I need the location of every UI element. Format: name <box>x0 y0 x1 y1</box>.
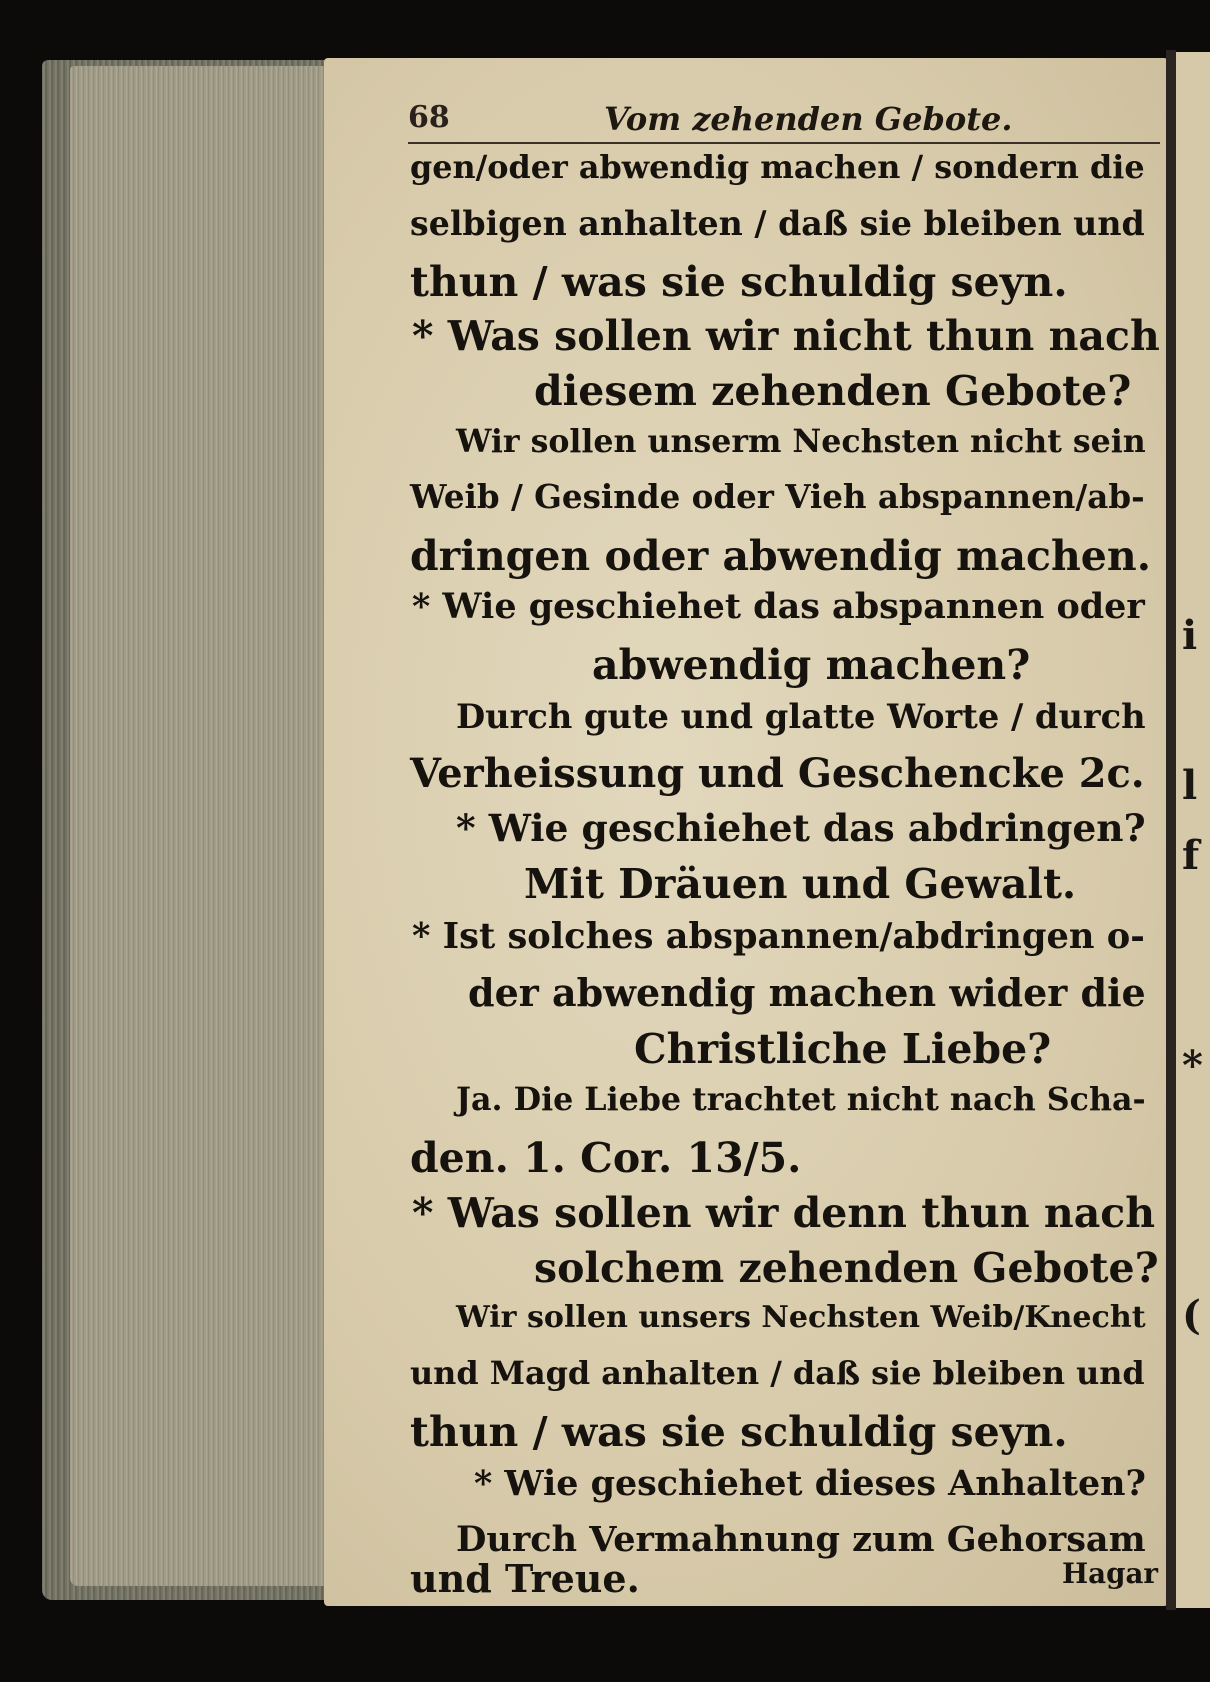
question-line: * Wie geschiehet das abspannen oder <box>412 586 1145 627</box>
question-line: solchem zehenden Gebote? <box>534 1244 1159 1292</box>
facing-page-fragment: * <box>1182 1042 1203 1089</box>
answer-line: Mit Dräuen und Gewalt. <box>524 860 1077 908</box>
question-line: Christliche Liebe? <box>634 1025 1052 1073</box>
answer-line: und Treue. <box>410 1556 640 1601</box>
answer-line: Durch gute und glatte Worte / durch <box>456 696 1146 736</box>
answer-line: Ja. Die Liebe trachtet nicht nach Scha- <box>456 1081 1146 1118</box>
answer-line: den. 1. Cor. 13/5. <box>410 1134 802 1182</box>
answer-line: Wir sollen unserm Nechsten nicht sein <box>456 423 1146 460</box>
question-line: der abwendig machen wider die <box>468 970 1146 1015</box>
question-line: abwendig machen? <box>592 641 1031 689</box>
page-header <box>408 100 1160 144</box>
question-line: * Wie geschiehet das abdringen? <box>456 806 1146 850</box>
facing-page-fragment: ( <box>1182 1292 1201 1339</box>
question-line: * Was sollen wir nicht thun nach <box>412 312 1160 360</box>
book-page-edges-inner <box>70 66 330 1586</box>
catchword: Hagar <box>1062 1557 1158 1590</box>
question-line: * Was sollen wir denn thun nach <box>412 1189 1156 1237</box>
answer-line: Weib / Gesinde oder Vieh abspannen/ab- <box>410 477 1145 516</box>
answer-line: Wir sollen unsers Nechsten Weib/Knecht <box>456 1300 1146 1335</box>
question-line: diesem zehenden Gebote? <box>534 367 1132 415</box>
answer-line: Durch Vermahnung zum Gehorsam <box>456 1519 1146 1560</box>
book-gutter <box>1166 50 1176 1610</box>
answer-line: thun / was sie schuldig seyn. <box>410 1408 1068 1456</box>
answer-line: dringen oder abwendig machen. <box>410 532 1151 580</box>
running-head: Vom zehenden Gebote. <box>604 100 1013 138</box>
facing-page-fragment: i <box>1182 612 1198 659</box>
question-line: * Wie geschiehet dieses Anhalten? <box>474 1463 1146 1504</box>
answer-line: Verheissung und Geschencke 2c. <box>410 751 1145 797</box>
body-line: thun / was sie schuldig seyn. <box>410 258 1068 306</box>
body-line: gen/oder abwendig machen / sondern die <box>410 148 1145 186</box>
facing-page-fragment: f <box>1182 832 1200 879</box>
header-rule <box>408 142 1160 144</box>
body-line: selbigen anhalten / daß sie bleiben und <box>410 204 1145 243</box>
facing-page-sliver <box>1176 52 1210 1608</box>
question-line: * Ist solches abspannen/abdringen o- <box>412 916 1145 957</box>
facing-page-fragment: l <box>1182 762 1198 809</box>
answer-line: und Magd anhalten / daß sie bleiben und <box>410 1354 1145 1392</box>
page-number: 68 <box>408 100 450 135</box>
